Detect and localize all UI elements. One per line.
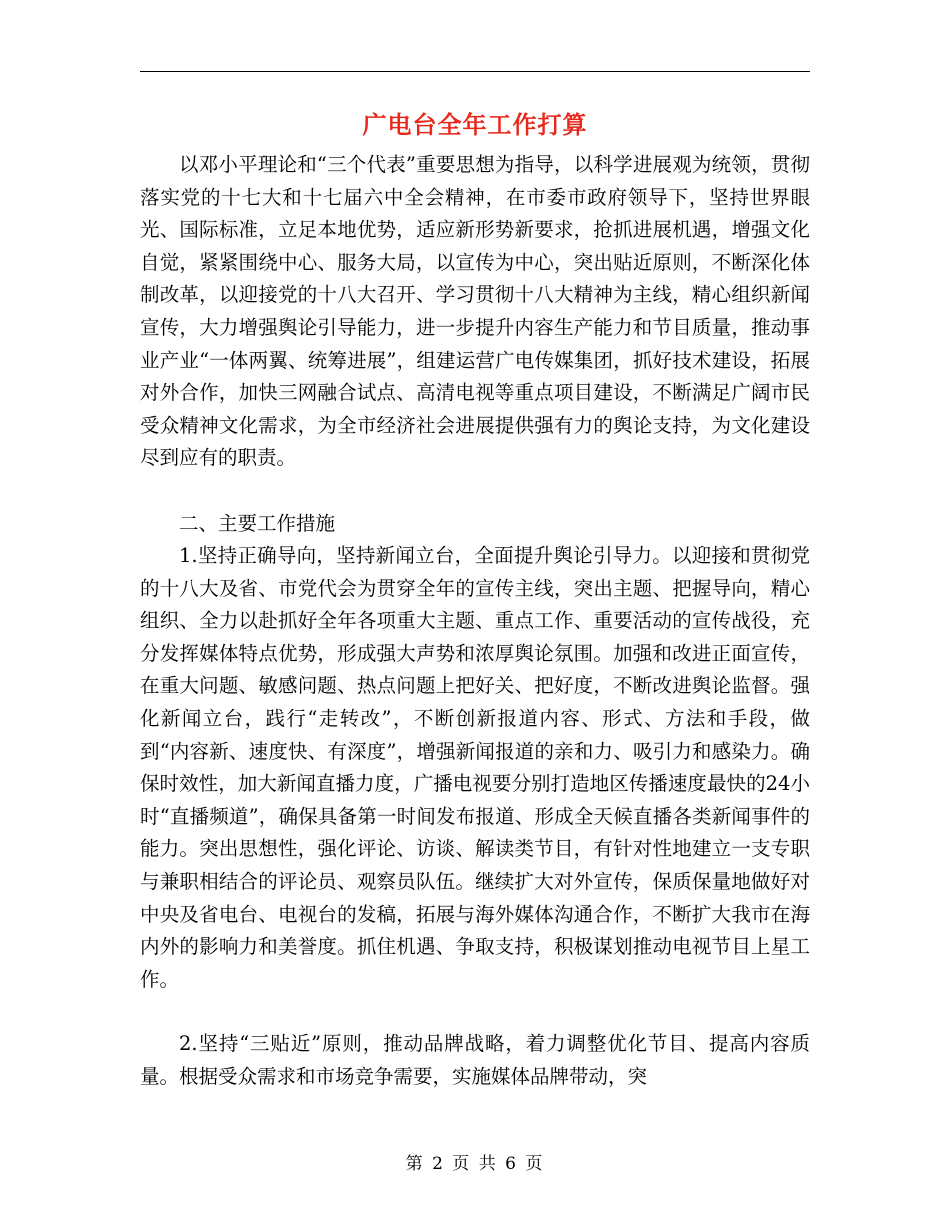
measure-paragraph-1: 1.坚持正确导向，坚持新闻立台，全面提升舆论引导力。以迎接和贯彻党的十八大及省、市党代会为贯穿全年的宣传主线，突出主题、把握导向，精心组织、全力以赴抓好全年各项重大主题、重点工作、重要活动的宣传战役，充分发挥媒体特点优势，形成强大声势和浓厚舆论氛围。加强和改进正面宣传，在重大问题、敏感问题、热点问题上把好关、把好度，不断改进舆论监督。强化新闻立台，践行“走转改”，不断创新报道内容、形式、方法和手段，做到“内容新、速度快、有深度”，增强新闻报道的亲和力、吸引力和感染力。确保时效性，加大新闻直播力度，广播电视要分别打造地区传播速度最快的24小时“直播频道”，确保具备第一时间发布报道、形成全天候直播各类新闻事件的能力。突出思想性，强化评论、访谈、解读类节目，有针对性地建立一支专职与兼职相结合的评论员、观察员队伍。继续扩大对外宣传，保质保量地做好对中央及省电台、电视台的发稿，拓展与海外媒体沟通合作，不断扩大我市在海内外的影响力和美誉度。抓住机遇、争取支持，积极谋划推动电视节目上星工作。 bbox=[140, 544, 810, 991]
section-heading: 二、主要工作措施 bbox=[179, 512, 336, 535]
header-rule bbox=[140, 71, 810, 72]
page-number-footer: 第 2 页 共 6 页 bbox=[405, 1154, 545, 1174]
measure-paragraph-2: 2.坚持“三贴近”原则，推动品牌战略，着力调整优化节目、提高内容质量。根据受众需求和市场竞争需要，实施媒体品牌带动，突 bbox=[140, 1032, 810, 1088]
document-title: 广电台全年工作打算 bbox=[362, 110, 588, 139]
intro-paragraph: 以邓小平理论和“三个代表”重要思想为指导，以科学进展观为统领，贯彻落实党的十七大和十七届六中全会精神，在市委市政府领导下，坚持世界眼光、国际标准，立足本地优势，适应新形势新要求，抢抓进展机遇，增强文化自觉，紧紧围绕中心、服务大局，以宣传为中心，突出贴近原则，不断深化体制改革，以迎接党的十八大召开、学习贯彻十八大精神为主线，精心组织新闻宣传，大力增强舆论引导能力，进一步提升内容生产能力和节目质量，推动事业产业“一体两翼、统筹进展”，组建运营广电传媒集团，抓好技术建设，拓展对外合作，加快三网融合试点、高清电视等重点项目建设，不断满足广阔市民受众精神文化需求，为全市经济社会进展提供强有力的舆论支持，为文化建设尽到应有的职责。 bbox=[140, 153, 810, 470]
